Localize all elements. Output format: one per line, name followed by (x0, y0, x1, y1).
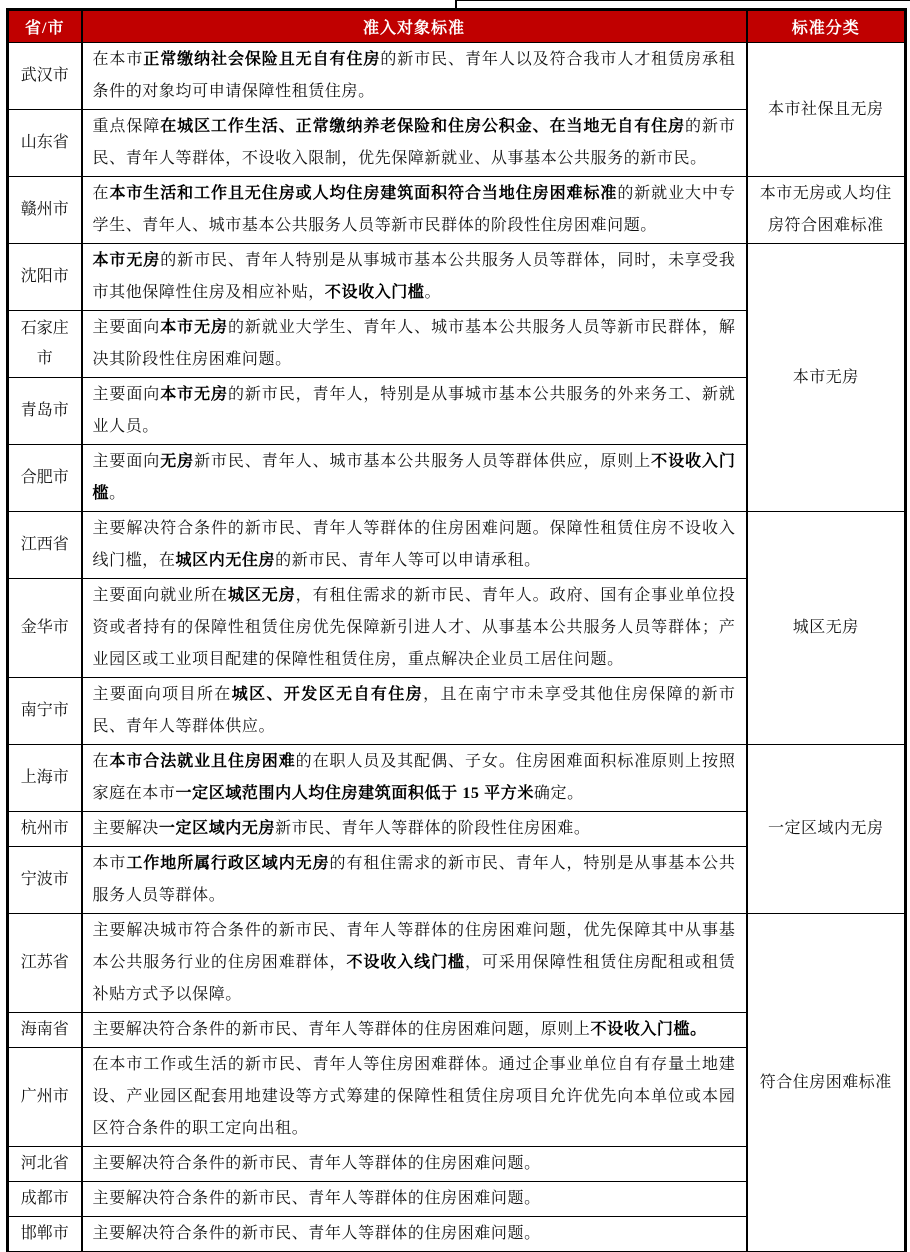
criteria-cell (82, 244, 747, 311)
criteria-text-segment: 的有租住需求的新市民、青年人，特别是从事基本公共服务人员等群体。 (92, 855, 736, 904)
criteria-bold-segment: 城区、开发区无自有住房 (231, 686, 424, 703)
criteria-text-segment: 在本市 (92, 51, 144, 68)
category-cell: 本市无房或人均住房符合困难标准 (747, 177, 906, 244)
criteria-bold-segment: 城区内无住房 (175, 552, 276, 569)
criteria-bold-segment: 本市无房 (160, 386, 228, 403)
criteria-cell (82, 1147, 747, 1182)
province-cell: 广州市 (8, 1048, 82, 1147)
criteria-text-segment: 在 (92, 185, 110, 202)
top-rule-artifact (456, 0, 910, 1)
criteria-text-segment: 的新市民，青年人，特别是从事城市基本公共服务的外来务工、新就业人员。 (92, 386, 736, 435)
criteria-text-segment: 主要面向 (92, 453, 161, 470)
criteria-text-segment: 新市民、青年人等群体的阶段性住房困难。 (275, 820, 591, 837)
table-body (8, 43, 906, 1252)
criteria-cell (82, 812, 747, 847)
criteria-text-segment: 主要解决符合条件的新市民、青年人等群体的住房困难问题。 (92, 1225, 541, 1242)
table-row (8, 177, 906, 244)
criteria-bold-segment: 不设收入门槛 (92, 453, 736, 502)
table-row (8, 512, 906, 579)
criteria-cell (82, 745, 747, 812)
header-row (8, 10, 906, 43)
criteria-bold-segment: 本市无房 (160, 319, 228, 336)
criteria-text-segment: 主要面向项目所在 (92, 686, 232, 703)
province-cell: 成都市 (8, 1182, 82, 1217)
criteria-text-segment: 主要面向 (92, 319, 161, 336)
criteria-text-segment: ，可采用保障性租赁住房配租或租赁补贴方式予以保障。 (92, 954, 736, 1003)
criteria-bold-segment: 工作地所属行政区域内无房 (126, 855, 330, 872)
criteria-text-segment: 。 (109, 485, 126, 502)
criteria-bold-segment: 一定区域范围内人均住房建筑面积低于 15 平方米 (175, 785, 534, 802)
criteria-bold-segment: 不设收入门槛。 (590, 1021, 707, 1038)
criteria-text-segment: 的新就业大中专学生、青年人、城市基本公共服务人员等新市民群体的阶段性住房困难问题。 (92, 185, 736, 234)
housing-policy-table (6, 8, 907, 1252)
criteria-cell (82, 1013, 747, 1048)
province-cell: 宁波市 (8, 847, 82, 914)
table-row (8, 914, 906, 1013)
criteria-bold-segment: 在城区工作生活、正常缴纳养老保险和住房公积金、在当地无自有住房 (160, 118, 686, 135)
criteria-text-segment: 的新市民、青年人以及符合我市人才租赁房承租条件的对象均可申请保障性租赁住房。 (92, 51, 736, 100)
province-cell: 江西省 (8, 512, 82, 579)
criteria-text-segment: 的新就业大学生、青年人、城市基本公共服务人员等新市民群体，解决其阶段性住房困难问题。 (92, 319, 736, 368)
header-criteria: 准入对象标准 (82, 10, 747, 43)
province-cell: 上海市 (8, 745, 82, 812)
province-cell: 沈阳市 (8, 244, 82, 311)
category-cell: 符合住房困难标准 (747, 914, 906, 1252)
criteria-text-segment: 主要解决符合条件的新市民、青年人等群体的住房困难问题，原则上 (92, 1021, 591, 1038)
category-cell: 本市社保且无房 (747, 43, 906, 177)
criteria-text-segment: 主要解决符合条件的新市民、青年人等群体的住房困难问题。 (92, 1190, 541, 1207)
criteria-text-segment: 主要解决 (92, 820, 159, 837)
province-cell: 石家庄市 (8, 311, 82, 378)
criteria-bold-segment: 不设收入线门槛 (346, 954, 465, 971)
criteria-text-segment: 主要解决符合条件的新市民、青年人等群体的住房困难问题。保障性租赁住房不设收入线门槛，在 (92, 520, 736, 569)
criteria-text-segment: 主要面向就业所在 (92, 587, 228, 604)
criteria-text-segment: 本市 (92, 855, 127, 872)
header-province: 省/市 (8, 10, 82, 43)
province-cell: 邯郸市 (8, 1217, 82, 1252)
criteria-cell (82, 1217, 747, 1252)
criteria-cell (82, 914, 747, 1013)
criteria-bold-segment: 本市生活和工作且无住房或人均住房建筑面积符合当地住房困难标准 (109, 185, 618, 202)
criteria-text-segment: ，且在南宁市未享受其他住房保障的新市民、青年人等群体供应。 (92, 686, 736, 735)
province-cell: 南宁市 (8, 678, 82, 745)
criteria-text-segment: 在 (92, 753, 110, 770)
criteria-cell (82, 1182, 747, 1217)
criteria-text-segment: 主要解决城市符合条件的新市民、青年人等群体的住房困难问题，优先保障其中从事基本公共服务行业的住房困难群体， (92, 922, 736, 971)
criteria-bold-segment: 不设收入门槛 (324, 284, 425, 301)
criteria-bold-segment: 本市无房 (92, 252, 161, 269)
criteria-bold-segment: 一定区域内无房 (158, 820, 276, 837)
table-row (8, 43, 906, 110)
criteria-text-segment: 主要面向 (92, 386, 161, 403)
criteria-bold-segment: 城区无房 (227, 587, 296, 604)
province-cell: 赣州市 (8, 177, 82, 244)
criteria-cell (82, 378, 747, 445)
criteria-cell (82, 311, 747, 378)
province-cell: 江苏省 (8, 914, 82, 1013)
criteria-text-segment: 在本市工作或生活的新市民、青年人等住房困难群体。通过企事业单位自有存量土地建设、产业园区配套用地建设等方式筹建的保障性租赁住房项目允许优先向本单位或本园区符合条件的职工定向出租。 (92, 1056, 736, 1137)
criteria-text-segment: 的在职人员及其配偶、子女。住房困难面积标准原则上按照家庭在本市 (92, 753, 736, 802)
criteria-text-segment: 主要解决符合条件的新市民、青年人等群体的住房困难问题。 (92, 1155, 541, 1172)
criteria-cell (82, 110, 747, 177)
province-cell: 青岛市 (8, 378, 82, 445)
table-row (8, 244, 906, 311)
criteria-cell (82, 177, 747, 244)
province-cell: 海南省 (8, 1013, 82, 1048)
criteria-text-segment: 的新市民、青年人等群体，不设收入限制，优先保障新就业、从事基本公共服务的新市民。 (92, 118, 736, 167)
criteria-text-segment: ，有租住需求的新市民、青年人。政府、国有企事业单位投资或者持有的保障性租赁住房优先保障新引进人才、从事基本公共服务人员等群体；产业园区或工业项目配建的保障性租赁住房，重点解决企业员工居住问题。 (92, 587, 736, 668)
province-cell: 河北省 (8, 1147, 82, 1182)
category-cell: 一定区域内无房 (747, 745, 906, 914)
criteria-text-segment: 的新市民、青年人等可以申请承租。 (275, 552, 541, 569)
header-category: 标准分类 (747, 10, 906, 43)
criteria-bold-segment: 正常缴纳社会保险且无自有住房 (143, 51, 381, 68)
province-cell: 杭州市 (8, 812, 82, 847)
criteria-cell (82, 678, 747, 745)
criteria-cell (82, 1048, 747, 1147)
province-cell: 合肥市 (8, 445, 82, 512)
criteria-text-segment: 新市民、青年人、城市基本公共服务人员等群体供应，原则上 (194, 453, 652, 470)
table-row (8, 745, 906, 812)
criteria-bold-segment: 本市合法就业且住房困难 (109, 753, 296, 770)
criteria-text-segment: 重点保障 (92, 118, 161, 135)
province-cell: 山东省 (8, 110, 82, 177)
criteria-bold-segment: 无房 (160, 453, 195, 470)
criteria-cell (82, 847, 747, 914)
province-cell: 金华市 (8, 579, 82, 678)
criteria-cell (82, 445, 747, 512)
criteria-cell (82, 579, 747, 678)
criteria-text-segment: 的新市民、青年人特别是从事城市基本公共服务人员等群体，同时，未享受我市其他保障性住房及相应补贴， (92, 252, 736, 301)
category-cell: 城区无房 (747, 512, 906, 745)
criteria-text-segment: 确定。 (533, 785, 584, 802)
criteria-text-segment: 。 (424, 284, 442, 301)
category-cell: 本市无房 (747, 244, 906, 512)
province-cell: 武汉市 (8, 43, 82, 110)
criteria-cell (82, 512, 747, 579)
criteria-cell (82, 43, 747, 110)
